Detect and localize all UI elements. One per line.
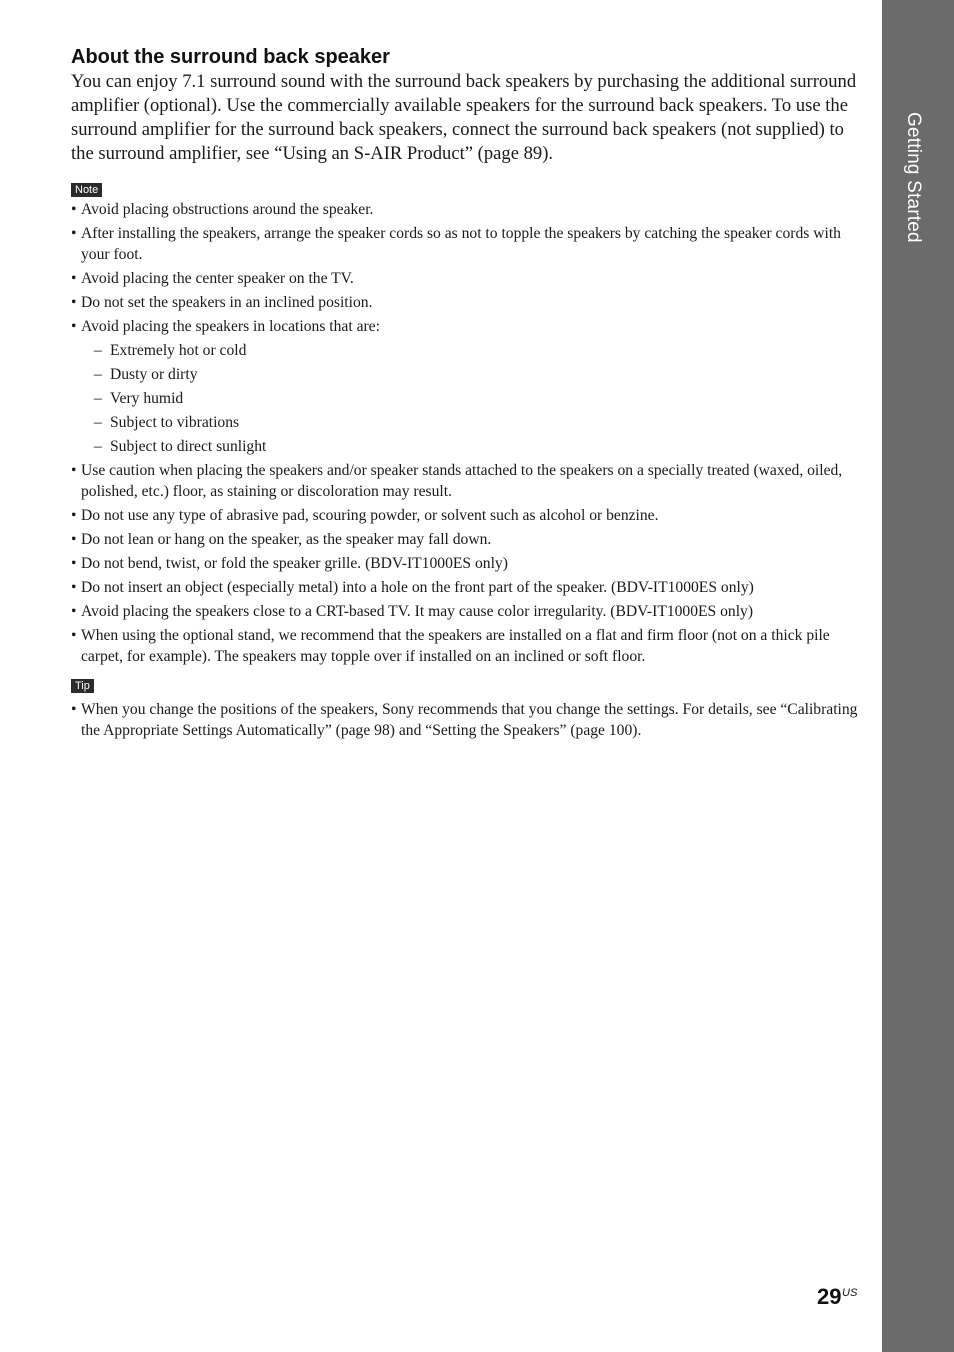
- note-item: • Do not insert an object (especially metal) into a hole on the front part of the speaker. (BDV-IT1000ES only): [71, 579, 754, 596]
- note-item: • Do not bend, twist, or fold the speaker grille. (BDV-IT1000ES only): [71, 555, 508, 572]
- sub-item: – Extremely hot or cold: [94, 342, 247, 359]
- section-intro: You can enjoy 7.1 surround sound with the surround back speakers by purchasing the additional surround amplifier (optional). Use the commercially available speakers for the surround back speakers. To use the surround amplifier for the surround back speakers, connect the surround back speakers (not supplied) to the surround amplifier, see “Using an S-AIR Product” (page 89).: [71, 71, 857, 164]
- tip-label: Tip: [71, 679, 94, 693]
- sub-item: – Subject to direct sunlight: [94, 438, 267, 455]
- note-item: • Do not lean or hang on the speaker, as the speaker may fall down.: [71, 531, 492, 548]
- page-suffix: US: [842, 1287, 858, 1299]
- bullet-icon: •: [71, 603, 77, 620]
- bullet-icon: •: [71, 555, 77, 572]
- bullet-icon: •: [71, 225, 77, 242]
- bullet-icon: •: [71, 462, 77, 479]
- note-item: • Avoid placing obstructions around the speaker.: [71, 201, 374, 218]
- tip-section: [71, 679, 861, 741]
- bullet-icon: •: [71, 318, 77, 335]
- bullet-icon: •: [71, 294, 77, 311]
- note-item: • Avoid placing the speakers in locations that are: – Extremely hot or cold – Dusty or dirty – Very humid – Subject to vibrations – Subject to direct sunlight: [71, 316, 861, 457]
- note-item: • Avoid placing the center speaker on the TV.: [71, 270, 354, 287]
- side-tab-label: Getting Started: [903, 112, 924, 243]
- bullet-icon: •: [71, 579, 77, 596]
- section-heading: About the surround back speaker: [71, 46, 390, 68]
- dash-icon: –: [94, 342, 102, 359]
- sub-item: – Dusty or dirty: [94, 366, 198, 383]
- bullet-icon: •: [71, 701, 77, 718]
- dash-icon: –: [94, 414, 102, 431]
- bullet-icon: •: [71, 270, 77, 287]
- tip-item: • When you change the positions of the speakers, Sony recommends that you change the settings. For details, see “Calibrating the Appropriate Settings Automatically” (page 98) and “Setting the Speakers” (page 100).: [71, 701, 858, 739]
- sub-item: – Very humid: [94, 390, 184, 407]
- page-content: [71, 44, 861, 744]
- note-item: • Avoid placing the speakers close to a CRT-based TV. It may cause color irregularity. (BDV-IT1000ES only): [71, 603, 754, 620]
- bullet-icon: •: [71, 201, 77, 218]
- tip-list: [71, 699, 861, 741]
- bullet-icon: •: [71, 531, 77, 548]
- sub-item: – Subject to vibrations: [94, 414, 240, 431]
- note-item: • After installing the speakers, arrange the speaker cords so as not to topple the speakers by catching the speaker cords with your foot.: [71, 225, 841, 263]
- bullet-icon: •: [71, 627, 77, 644]
- dash-icon: –: [94, 390, 102, 407]
- note-item: • When using the optional stand, we recommend that the speakers are installed on a flat and firm floor (not on a thick pile carpet, for example). The speakers may topple over if installed on an inclined or soft floor.: [71, 627, 830, 665]
- dash-icon: –: [94, 366, 102, 383]
- note-list: [71, 199, 861, 667]
- page-number: 29: [817, 1284, 842, 1309]
- note-label: Note: [71, 183, 102, 197]
- dash-icon: –: [94, 438, 102, 455]
- note-item: • Use caution when placing the speakers and/or speaker stands attached to the speakers on a specially treated (waxed, oiled, polished, etc.) floor, as staining or discoloration may result.: [71, 462, 843, 500]
- bullet-icon: •: [71, 507, 77, 524]
- location-sublist: [81, 340, 861, 457]
- note-item: • Do not use any type of abrasive pad, scouring powder, or solvent such as alcohol or benzine.: [71, 507, 659, 524]
- note-item: • Do not set the speakers in an inclined position.: [71, 294, 373, 311]
